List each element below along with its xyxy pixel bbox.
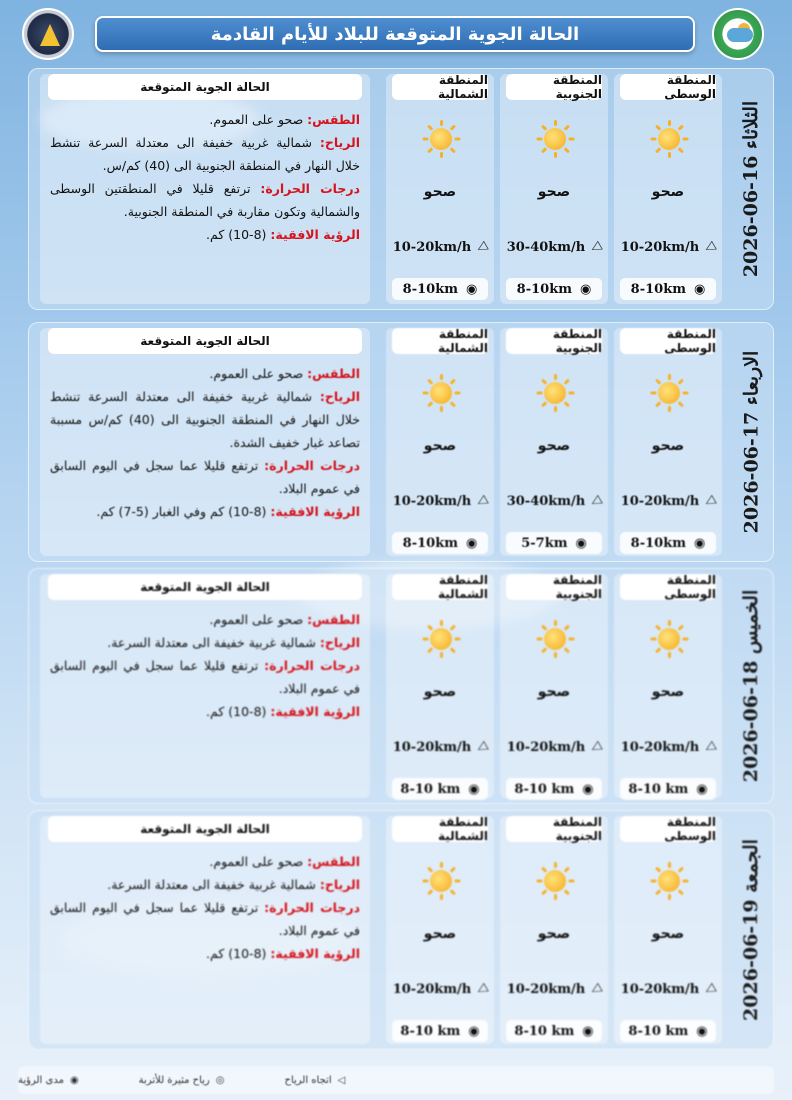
wind-label: الرياح: bbox=[319, 389, 360, 404]
region-name: المنطقة الجنوبية bbox=[506, 74, 602, 100]
visibility bbox=[392, 778, 488, 800]
weather-line bbox=[50, 608, 360, 631]
sun-icon bbox=[650, 120, 688, 158]
wind-speed bbox=[618, 736, 718, 758]
temperature-text: ترتفع قليلا عما سجل في اليوم السابق في عموم البلاد. bbox=[50, 458, 360, 496]
wind-speed bbox=[390, 236, 490, 258]
wind-speed bbox=[390, 978, 490, 1000]
visibility-value: 8-10km bbox=[402, 281, 458, 297]
visibility-label: الرؤية الافقية: bbox=[270, 946, 360, 961]
eye-icon: ◉ bbox=[693, 535, 706, 551]
region-card bbox=[614, 574, 722, 798]
forecast-body bbox=[50, 362, 360, 523]
day-date: الخميس 18-06-2026 bbox=[740, 589, 762, 783]
wind-text: شمالية غربية خفيفة الى معتدلة السرعة تنشط خلال النهار في المنطقة الجنوبية الى (40) كم/س مسببة تصاعد غبار خفيف الشدة. bbox=[50, 389, 360, 450]
visibility-value: 8-10km bbox=[516, 281, 572, 297]
visibility-line bbox=[50, 942, 360, 965]
visibility bbox=[506, 1020, 602, 1042]
condition-label: صحو bbox=[423, 926, 457, 942]
eye-icon: ◉ bbox=[468, 781, 480, 797]
temperature-label: درجات الحرارة: bbox=[264, 658, 360, 673]
eye-icon: ◉ bbox=[579, 281, 592, 297]
condition-label: صحو bbox=[537, 184, 571, 200]
wind-direction-arrow-icon: ◁ bbox=[337, 1074, 346, 1086]
visibility-value: 8-10 km bbox=[628, 1023, 689, 1039]
wind-speed-value: 30-40km/h bbox=[506, 239, 586, 255]
sun-icon bbox=[422, 620, 460, 658]
region-card bbox=[500, 74, 608, 304]
legend-gusts: ◎ رياح مثيرة للأتربة bbox=[138, 1074, 225, 1086]
temperature-line bbox=[50, 454, 360, 500]
weather-text: صحو على العموم. bbox=[209, 112, 304, 127]
region-name: المنطقة الشمالية bbox=[392, 74, 488, 100]
day-panel bbox=[28, 68, 774, 310]
region-name: المنطقة الوسطى bbox=[620, 74, 716, 100]
day-date: الجمعة 19-06-2026 bbox=[740, 839, 762, 1021]
wind-speed bbox=[504, 236, 604, 258]
condition-label: صحو bbox=[537, 684, 571, 700]
wind-direction-arrow-icon: ◁ bbox=[474, 738, 491, 756]
day-panel bbox=[28, 322, 774, 562]
wind-speed-value: 10-20km/h bbox=[620, 239, 700, 255]
wind-direction-arrow-icon: ◁ bbox=[588, 738, 605, 756]
legend-visibility: ◉ مدى الرؤية bbox=[18, 1074, 79, 1086]
region-card bbox=[500, 816, 608, 1044]
wind-speed-value: 10-20km/h bbox=[620, 981, 700, 997]
eye-icon: ◉ bbox=[582, 1023, 594, 1039]
weather-text: صحو على العموم. bbox=[209, 854, 304, 869]
forecast-body bbox=[50, 608, 360, 723]
region-name: المنطقة الوسطى bbox=[620, 328, 716, 354]
visibility bbox=[620, 278, 716, 300]
wind-speed-value: 10-20km/h bbox=[620, 493, 700, 509]
legend-bar bbox=[18, 1066, 774, 1094]
eye-icon: ◉ bbox=[575, 535, 587, 551]
dust-icon: ◎ bbox=[215, 1074, 225, 1086]
day-panel bbox=[28, 810, 774, 1050]
forecast-text-card bbox=[40, 328, 370, 556]
temperature-line bbox=[50, 177, 360, 223]
wind-text: شمالية غربية خفيفة الى معتدلة السرعة. bbox=[107, 877, 316, 892]
visibility-line bbox=[50, 700, 360, 723]
visibility bbox=[392, 278, 488, 300]
wind-label: الرياح: bbox=[319, 135, 360, 150]
region-name: المنطقة الجنوبية bbox=[506, 574, 602, 600]
visibility-text: (8-10) كم. bbox=[206, 946, 267, 961]
date-column bbox=[728, 322, 774, 562]
wind-direction-arrow-icon: ◁ bbox=[474, 492, 491, 510]
wind-line bbox=[50, 131, 360, 177]
wind-text: شمالية غربية خفيفة الى معتدلة السرعة تنشط خلال النهار في المنطقة الجنوبية الى (40) كم/س. bbox=[50, 135, 360, 173]
forecast-title: الحالة الجوية المتوقعة bbox=[48, 816, 362, 842]
sun-icon bbox=[536, 374, 574, 412]
region-card bbox=[614, 74, 722, 304]
eye-icon: ◉ bbox=[69, 1074, 79, 1086]
region-name: المنطقة الجنوبية bbox=[506, 816, 602, 842]
eye-icon: ◉ bbox=[468, 1023, 480, 1039]
sun-icon bbox=[422, 862, 460, 900]
day-date: الثلاثاء 16-06-2026 bbox=[740, 100, 762, 278]
forecast-body bbox=[50, 108, 360, 246]
date-column bbox=[728, 68, 774, 310]
wind-speed-value: 10-20km/h bbox=[506, 739, 586, 755]
wind-direction-arrow-icon: ◁ bbox=[702, 980, 719, 998]
forecast-text-card bbox=[40, 574, 370, 798]
weather-label: الطقس: bbox=[307, 612, 360, 627]
page-header bbox=[0, 0, 792, 68]
wind-speed bbox=[390, 490, 490, 512]
page-title: الحالة الجوية المتوقعة للبلاد للأيام القادمة bbox=[95, 16, 695, 52]
condition-label: صحو bbox=[651, 184, 685, 200]
sun-icon bbox=[536, 620, 574, 658]
wind-direction-arrow-icon: ◁ bbox=[702, 238, 719, 256]
wind-speed bbox=[618, 236, 718, 258]
visibility-line bbox=[50, 500, 360, 523]
visibility bbox=[506, 278, 602, 300]
visibility-value: 5-7km bbox=[521, 535, 568, 551]
visibility bbox=[506, 778, 602, 800]
region-name: المنطقة الشمالية bbox=[392, 574, 488, 600]
weather-label: الطقس: bbox=[307, 112, 360, 127]
temperature-line bbox=[50, 896, 360, 942]
visibility-text: (8-10) كم. bbox=[206, 704, 267, 719]
date-column bbox=[728, 810, 774, 1050]
forecast-title: الحالة الجوية المتوقعة bbox=[48, 328, 362, 354]
wind-direction-arrow-icon: ◁ bbox=[474, 238, 491, 256]
visibility-value: 8-10km bbox=[630, 281, 686, 297]
visibility-value: 8-10 km bbox=[628, 781, 689, 797]
condition-label: صحو bbox=[423, 684, 457, 700]
sun-icon bbox=[650, 374, 688, 412]
sun-icon bbox=[536, 862, 574, 900]
wind-line bbox=[50, 873, 360, 896]
wind-line bbox=[50, 385, 360, 454]
wind-speed bbox=[390, 736, 490, 758]
visibility bbox=[392, 532, 488, 554]
wind-direction-arrow-icon: ◁ bbox=[588, 492, 605, 510]
region-name: المنطقة الوسطى bbox=[620, 816, 716, 842]
date-column bbox=[728, 568, 774, 804]
forecast-title: الحالة الجوية المتوقعة bbox=[48, 74, 362, 100]
visibility bbox=[620, 1020, 716, 1042]
weather-label: الطقس: bbox=[307, 854, 360, 869]
region-card bbox=[386, 74, 494, 304]
condition-label: صحو bbox=[537, 926, 571, 942]
forecast-text-card bbox=[40, 816, 370, 1044]
legend-wind-direction: ◁ اتجاه الرياح bbox=[284, 1074, 346, 1086]
visibility-value: 8-10 km bbox=[514, 781, 575, 797]
wind-speed bbox=[504, 736, 604, 758]
visibility-label: الرؤية الافقية: bbox=[270, 504, 360, 519]
forecast-body bbox=[50, 850, 360, 965]
wind-speed-value: 10-20km/h bbox=[392, 739, 472, 755]
sun-icon bbox=[422, 374, 460, 412]
wind-speed-value: 10-20km/h bbox=[506, 981, 586, 997]
condition-label: صحو bbox=[651, 684, 685, 700]
sun-icon bbox=[650, 862, 688, 900]
eye-icon: ◉ bbox=[693, 281, 706, 297]
forecast-text-card bbox=[40, 74, 370, 304]
wind-speed-value: 10-20km/h bbox=[620, 739, 700, 755]
wind-speed-value: 30-40km/h bbox=[506, 493, 586, 509]
visibility-value: 8-10 km bbox=[400, 781, 461, 797]
visibility-value: 8-10km bbox=[402, 535, 458, 551]
wind-speed-value: 10-20km/h bbox=[392, 239, 472, 255]
wind-speed-value: 10-20km/h bbox=[392, 981, 472, 997]
eye-icon: ◉ bbox=[696, 781, 708, 797]
wind-direction-arrow-icon: ◁ bbox=[588, 980, 605, 998]
visibility-text: (8-10) كم وفي الغبار (5-7) كم. bbox=[96, 504, 267, 519]
temperature-label: درجات الحرارة: bbox=[264, 458, 360, 473]
forecast-title: الحالة الجوية المتوقعة bbox=[48, 574, 362, 600]
day-panel bbox=[28, 568, 774, 804]
visibility-value: 8-10 km bbox=[514, 1023, 575, 1039]
visibility-value: 8-10km bbox=[630, 535, 686, 551]
condition-label: صحو bbox=[423, 438, 457, 454]
temperature-text: ترتفع قليلا عما سجل في اليوم السابق في عموم البلاد. bbox=[50, 900, 360, 938]
wind-direction-arrow-icon: ◁ bbox=[702, 492, 719, 510]
wind-speed-value: 10-20km/h bbox=[392, 493, 472, 509]
region-name: المنطقة الشمالية bbox=[392, 816, 488, 842]
sun-icon bbox=[650, 620, 688, 658]
weather-service-logo bbox=[712, 8, 764, 60]
meteorology-authority-logo bbox=[22, 8, 74, 60]
visibility bbox=[620, 778, 716, 800]
temperature-label: درجات الحرارة: bbox=[264, 900, 360, 915]
wind-direction-arrow-icon: ◁ bbox=[588, 238, 605, 256]
sun-icon bbox=[422, 120, 460, 158]
temperature-label: درجات الحرارة: bbox=[260, 181, 360, 196]
visibility bbox=[620, 532, 716, 554]
region-name: المنطقة الشمالية bbox=[392, 328, 488, 354]
region-card bbox=[386, 328, 494, 556]
region-card bbox=[500, 328, 608, 556]
region-name: المنطقة الوسطى bbox=[620, 574, 716, 600]
region-card bbox=[614, 328, 722, 556]
visibility-text: (8-10) كم. bbox=[206, 227, 267, 242]
visibility bbox=[506, 532, 602, 554]
weather-text: صحو على العموم. bbox=[209, 366, 304, 381]
condition-label: صحو bbox=[423, 184, 457, 200]
region-card bbox=[614, 816, 722, 1044]
condition-label: صحو bbox=[537, 438, 571, 454]
wind-speed bbox=[504, 490, 604, 512]
visibility-line bbox=[50, 223, 360, 246]
eye-icon: ◉ bbox=[465, 535, 478, 551]
wind-text: شمالية غربية خفيفة الى معتدلة السرعة. bbox=[107, 635, 316, 650]
visibility-label: الرؤية الافقية: bbox=[270, 227, 360, 242]
weather-line bbox=[50, 108, 360, 131]
eye-icon: ◉ bbox=[696, 1023, 708, 1039]
eye-icon: ◉ bbox=[465, 281, 478, 297]
wind-label: الرياح: bbox=[319, 877, 360, 892]
region-card bbox=[386, 574, 494, 798]
sun-icon bbox=[536, 120, 574, 158]
region-name: المنطقة الجنوبية bbox=[506, 328, 602, 354]
weather-text: صحو على العموم. bbox=[209, 612, 304, 627]
wind-direction-arrow-icon: ◁ bbox=[702, 738, 719, 756]
visibility-label: الرؤية الافقية: bbox=[270, 704, 360, 719]
region-card bbox=[500, 574, 608, 798]
wind-line bbox=[50, 631, 360, 654]
weather-label: الطقس: bbox=[307, 366, 360, 381]
wind-speed bbox=[618, 490, 718, 512]
visibility bbox=[392, 1020, 488, 1042]
temperature-line bbox=[50, 654, 360, 700]
weather-line bbox=[50, 362, 360, 385]
wind-speed bbox=[618, 978, 718, 1000]
condition-label: صحو bbox=[651, 438, 685, 454]
wind-speed bbox=[504, 978, 604, 1000]
wind-direction-arrow-icon: ◁ bbox=[474, 980, 491, 998]
visibility-value: 8-10 km bbox=[400, 1023, 461, 1039]
temperature-text: ترتفع قليلا عما سجل في اليوم السابق في عموم البلاد. bbox=[50, 658, 360, 696]
eye-icon: ◉ bbox=[582, 781, 594, 797]
temperature-text: ترتفع قليلا في المنطقتين الوسطى والشمالية وتكون مقاربة في المنطقة الجنوبية. bbox=[50, 181, 360, 219]
condition-label: صحو bbox=[651, 926, 685, 942]
region-card bbox=[386, 816, 494, 1044]
weather-line bbox=[50, 850, 360, 873]
wind-label: الرياح: bbox=[319, 635, 360, 650]
day-date: الاربعاء 17-06-2026 bbox=[740, 350, 763, 534]
